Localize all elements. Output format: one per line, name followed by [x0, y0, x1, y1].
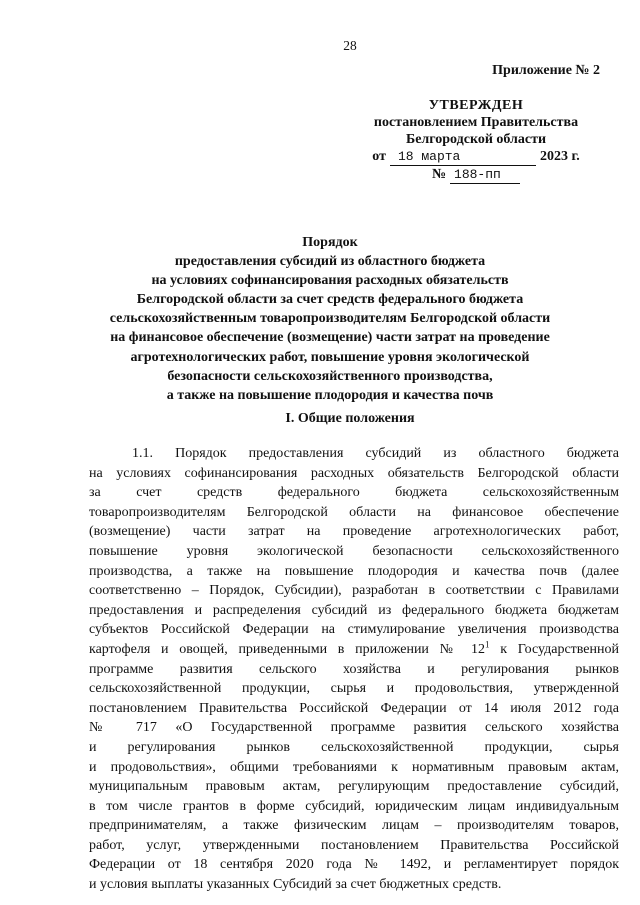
paragraph-line-text: картофеля и овощей, приведенными в приложении № 12 — [89, 641, 485, 657]
paragraph-line: в том числе грантов в форме субсидий, юридическим лицам индивидуальным — [89, 798, 619, 814]
title-line: Белгородской области за счет средств федерального бюджета — [136, 292, 524, 308]
paragraph-line: на условиях софинансирования расходных обязательств Белгородской области — [89, 465, 619, 481]
title-line: Порядок — [302, 235, 358, 250]
paragraph-line: муниципальным правовым актам, регулирующим предоставление субсидий, — [89, 779, 619, 795]
paragraph-line: повышение уровня экологической безопасности сельскохозяйственного — [89, 543, 619, 559]
paragraph-line: за счет средств федерального бюджета сельскохозяйственным — [89, 485, 619, 501]
page-number: 28 — [343, 38, 357, 53]
paragraph-line: (возмещение) части затрат на проведение агротехнологических работ, — [89, 524, 619, 540]
decree-number-line — [346, 166, 606, 184]
section-heading: I. Общие положения — [285, 411, 415, 426]
paragraph-1-1 — [89, 444, 619, 895]
paragraph-line-tail: к Государственной — [489, 641, 619, 657]
paragraph-line: и условия выплаты указанных Субсидий за счет бюджетных средств. — [89, 877, 502, 893]
title-line: безопасности сельскохозяйственного производства, — [167, 368, 493, 384]
paragraph-line: и регулирования рынков сельскохозяйственной продукции, сырья — [89, 739, 619, 755]
paragraph-line: программе развития сельского хозяйства и регулирования рынков — [89, 661, 619, 677]
footnote-mark: 1 — [484, 639, 490, 650]
paragraph-line: производства, а также на повышение плодородия и качества почв (далее — [89, 563, 619, 579]
appendix-label: Приложение № 2 — [492, 63, 600, 78]
title-line: а также на повышение плодородия и качества почв — [166, 387, 494, 403]
paragraph-line: № 717 «О Государственной программе развития сельского хозяйства — [89, 720, 619, 736]
document-title — [70, 233, 590, 405]
title-line: на финансовое обеспечение (возмещение) части затрат на проведение — [110, 330, 550, 346]
paragraph-line: субъектов Российской Федерации на стимулирование увеличения производства — [89, 622, 619, 638]
title-line: сельскохозяйственным товаропроизводителям Белгородской области — [109, 311, 551, 327]
approved-by-line-2: Белгородской области — [405, 132, 547, 147]
title-line: предоставления субсидий из областного бюджета — [174, 254, 486, 270]
paragraph-line: Федерации от 18 сентября 2020 года № 1492, и регламентирует порядок — [89, 857, 619, 873]
paragraph-line: сельскохозяйственной продукции, сырья и продовольствия, утвержденной — [89, 681, 619, 697]
paragraph-line: предпринимателям, а также физическим лицам – производителям товаров, — [89, 818, 619, 834]
paragraph-line: предоставления и распределения субсидий из федерального бюджета бюджетам — [89, 602, 619, 618]
decree-year: 2023 г. — [539, 149, 580, 164]
decree-date-line — [346, 148, 606, 166]
title-line: агротехнологических работ, повышение уровня экологической — [130, 349, 530, 365]
number-prefix: № — [431, 167, 447, 182]
paragraph-line: 1.1. Порядок предоставления субсидий из областного бюджета — [132, 446, 619, 461]
paragraph-line: соответственно – Порядок, Субсидии), разработан в соответствии с Правилами — [89, 583, 619, 599]
approved-by-line-1: постановлением Правительства — [373, 115, 579, 130]
paragraph-line-with-footnote — [89, 640, 619, 660]
paragraph-line: постановлением Правительства Российской Федерации от 14 июля 2012 года — [89, 700, 619, 716]
approval-block — [346, 62, 606, 184]
title-line: на условиях софинансирования расходных обязательств — [151, 273, 509, 289]
decree-date-field: 18 марта — [390, 148, 536, 166]
date-prefix: от — [372, 149, 386, 164]
approved-label: УТВЕРЖДЕН — [428, 98, 524, 113]
paragraph-line: и продовольствия», общими требованиями к нормативным правовым актам, — [89, 759, 619, 775]
decree-number-field: 188-пп — [450, 166, 520, 184]
paragraph-line: работ, услуг, утвержденными постановлением Правительства Российской — [89, 837, 619, 853]
paragraph-line: товаропроизводителям Белгородской области на финансовое обеспечение — [89, 504, 619, 520]
